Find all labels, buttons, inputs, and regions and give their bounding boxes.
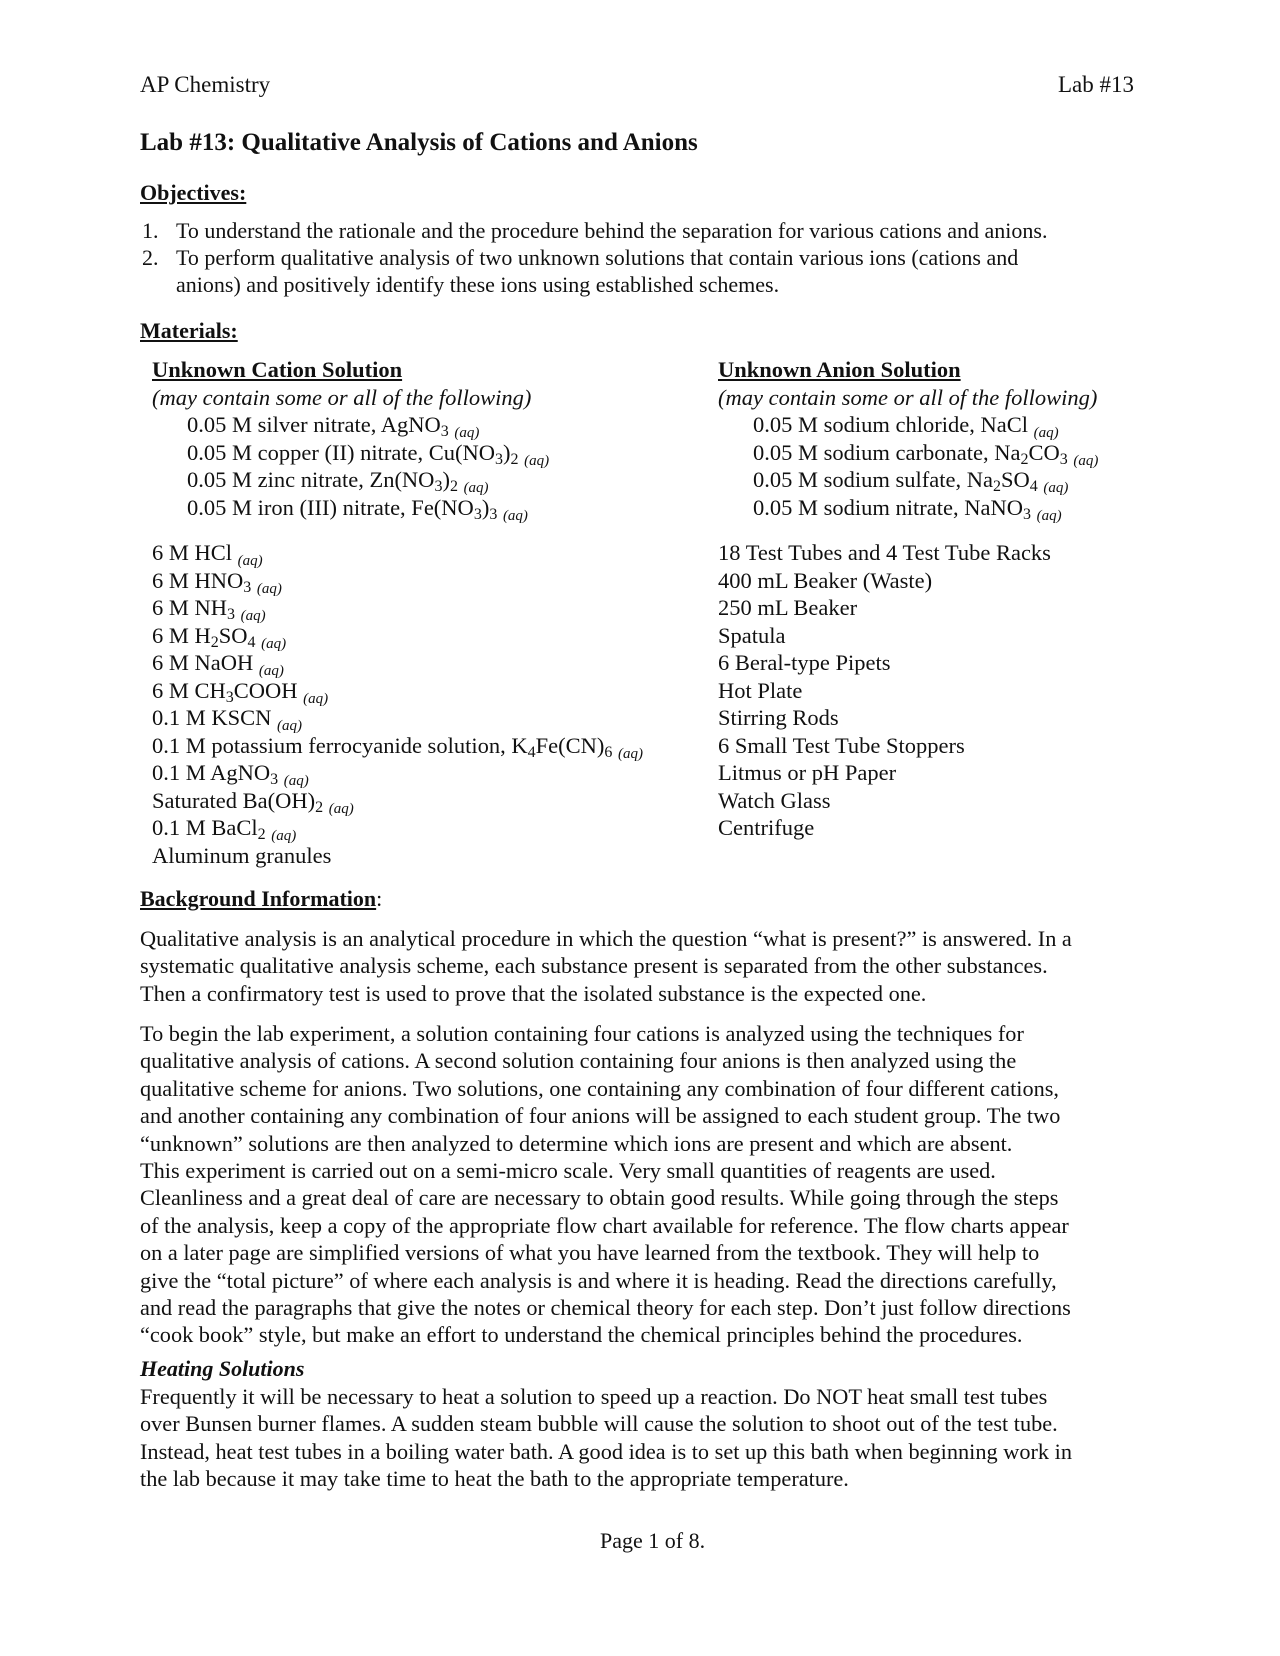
reagent-bacl2: 0.1 M BaCl$_2$ $_{(aq)}$ bbox=[152, 815, 297, 844]
reagent-h2so4: 6 M $H_2SO_4$ $_{(aq)}$ bbox=[152, 622, 287, 652]
equipment-item: Stirring Rods bbox=[718, 705, 839, 730]
text-line: of the analysis, keep a copy of the appropriate flow chart available for reference. The flow charts appear bbox=[140, 1212, 1069, 1238]
text-line: Frequently it will be necessary to heat a solution to speed up a reaction. Do NOT heat small test tubes bbox=[140, 1384, 1048, 1409]
background-paragraph-1 bbox=[140, 925, 1200, 1007]
objectives-heading: Objectives: bbox=[140, 180, 247, 205]
anion-note: (may contain some or all of the following) bbox=[718, 384, 1098, 410]
anion-heading: Unknown Anion Solution bbox=[718, 357, 961, 382]
cation-solution-block bbox=[152, 356, 550, 524]
reagents-list bbox=[152, 539, 643, 869]
cation-item-copper-nitrate: 0.05 M copper (II) nitrate, $Cu(NO_3)_2$ $_{(aq)}$ bbox=[187, 439, 550, 469]
materials-heading: Materials: bbox=[140, 318, 238, 343]
equipment-item: Spatula bbox=[718, 622, 786, 648]
equipment-item: 400 mL Beaker (Waste) bbox=[718, 567, 933, 593]
text-line: and read the paragraphs that give the notes or chemical theory for each step. Don’t just follow directions bbox=[140, 1295, 1071, 1321]
reagent-ferrocyanide: 0.1 M potassium ferrocyanide solution, $K_4Fe(CN)_6$ $_{(aq)}$ bbox=[152, 732, 643, 762]
cation-item-zinc-nitrate: 0.05 M zinc nitrate, $Zn(NO_3)_2$ $_{(aq)}$ bbox=[187, 467, 489, 496]
anion-item-sodium-sulfate: 0.05 M sodium sulfate, $Na_2SO_4$ $_{(aq)}$ bbox=[753, 467, 1069, 496]
reagent-nh3: 6 M $NH_3$ $_{(aq)}$ bbox=[152, 595, 266, 624]
page-title: Lab #13: Qualitative Analysis of Cations and Anions bbox=[140, 129, 698, 156]
reagent-kscn: 0.1 M KSCN $_{(aq)}$ bbox=[152, 705, 303, 734]
objective-2-number: 2. bbox=[142, 245, 159, 270]
equipment-item: 6 Beral-type Pipets bbox=[718, 650, 891, 675]
text-line: qualitative analysis of cations. A second solution containing four anions is then analyzed using the bbox=[140, 1048, 1017, 1074]
equipment-item: 250 mL Beaker bbox=[718, 595, 858, 620]
text-line: Instead, heat test tubes in a boiling water bath. A good idea is to set up this bath when beginning work in bbox=[140, 1438, 1072, 1464]
equipment-list bbox=[718, 539, 1051, 842]
text-line: and another containing any combination of four anions will be assigned to each student group. The two bbox=[140, 1103, 1061, 1129]
text-line: Qualitative analysis is an analytical procedure in which the question “what is present?” is answered. In a bbox=[140, 926, 1072, 951]
background-heading-colon: : bbox=[376, 886, 383, 911]
text-line: To begin the lab experiment, a solution containing four cations is analyzed using the techniques for bbox=[140, 1021, 1024, 1046]
header-lab-number: Lab #13 bbox=[1058, 72, 1135, 97]
reagent-aluminum: Aluminum granules bbox=[152, 842, 332, 868]
text-line: Then a confirmatory test is used to prove that the isolated substance is the expected one. bbox=[140, 980, 927, 1006]
anion-item-sodium-nitrate: 0.05 M sodium nitrate, NaNO$_3$ $_{(aq)}$ bbox=[753, 494, 1062, 524]
cation-note: (may contain some or all of the following) bbox=[152, 384, 532, 410]
text-line: give the “total picture” of where each analysis is and where it is heading. Read the directions carefully, bbox=[140, 1267, 1057, 1293]
heating-paragraph bbox=[140, 1383, 1200, 1493]
reagent-agno3: 0.1 M AgNO$_3$ $_{(aq)}$ bbox=[152, 760, 309, 789]
cation-heading: Unknown Cation Solution bbox=[152, 357, 403, 382]
background-heading: Background Information bbox=[140, 886, 377, 911]
equipment-item: Centrifuge bbox=[718, 815, 815, 840]
anion-solution-block bbox=[718, 356, 1099, 524]
text-line: Cleanliness and a great deal of care are necessary to obtain good results. While going through the steps bbox=[140, 1185, 1059, 1211]
reagent-baoh2: Saturated $Ba(OH)_2$ $_{(aq)}$ bbox=[152, 787, 354, 817]
reagent-naoh: 6 M NaOH $_{(aq)}$ bbox=[152, 650, 284, 679]
anion-item-sodium-carbonate: 0.05 M sodium carbonate, $Na_2CO_3$ $_{(aq)}$ bbox=[753, 439, 1099, 469]
equipment-item: 6 Small Test Tube Stoppers bbox=[718, 732, 965, 758]
heating-heading: Heating Solutions bbox=[140, 1356, 305, 1381]
text-line: systematic qualitative analysis scheme, each substance present is separated from the other substances. bbox=[140, 953, 1048, 979]
page-number-footer: Page 1 of 8. bbox=[600, 1528, 706, 1553]
text-line: This experiment is carried out on a semi-micro scale. Very small quantities of reagents are used. bbox=[140, 1158, 996, 1184]
background-paragraph-2 bbox=[140, 1020, 1200, 1349]
header-course: AP Chemistry bbox=[140, 72, 271, 97]
text-line: “cook book” style, but make an effort to understand the chemical principles behind the procedures. bbox=[140, 1322, 1023, 1348]
text-line: over Bunsen burner flames. A sudden steam bubble will cause the solution to shoot out of the test tube. bbox=[140, 1411, 1058, 1437]
objective-1-text: To understand the rationale and the procedure behind the separation for various cations and anions. bbox=[176, 218, 1048, 243]
objective-2-text-line-1: To perform qualitative analysis of two unknown solutions that contain various ions (cations and bbox=[176, 245, 1019, 270]
text-line: the lab because it may take time to heat the bath to the appropriate temperature. bbox=[140, 1466, 849, 1492]
cation-item-silver-nitrate: 0.05 M silver nitrate, AgNO$_3$ $_{(aq)}$ bbox=[187, 412, 480, 441]
text-line: qualitative scheme for anions. Two solutions, one containing any combination of four different cations, bbox=[140, 1075, 1060, 1101]
text-line: “unknown” solutions are then analyzed to determine which ions are present and which are absent. bbox=[140, 1130, 1013, 1156]
cation-item-iron-nitrate: 0.05 M iron (III) nitrate, $Fe(NO_3)_3$ $_{(aq)}$ bbox=[187, 494, 528, 524]
equipment-item: Litmus or pH Paper bbox=[718, 760, 897, 785]
reagent-hno3: 6 M $HNO_3$ $_{(aq)}$ bbox=[152, 567, 282, 597]
anion-item-sodium-chloride: 0.05 M sodium chloride, NaCl $_{(aq)}$ bbox=[753, 412, 1059, 441]
background-heading-row bbox=[140, 886, 382, 912]
objective-2-text-line-2: anions) and positively identify these ions using established schemes. bbox=[176, 272, 780, 297]
reagent-ch3cooh: 6 M $CH_3COOH$ $_{(aq)}$ bbox=[152, 677, 329, 707]
text-line: on a later page are simplified versions of what you have learned from the textbook. They will help to bbox=[140, 1240, 1040, 1266]
equipment-item: Hot Plate bbox=[718, 677, 803, 703]
equipment-item: 18 Test Tubes and 4 Test Tube Racks bbox=[718, 540, 1051, 565]
equipment-item: Watch Glass bbox=[718, 787, 831, 813]
objective-1-number: 1. bbox=[142, 218, 159, 243]
reagent-hcl: 6 M HCl $_{(aq)}$ bbox=[152, 540, 263, 569]
